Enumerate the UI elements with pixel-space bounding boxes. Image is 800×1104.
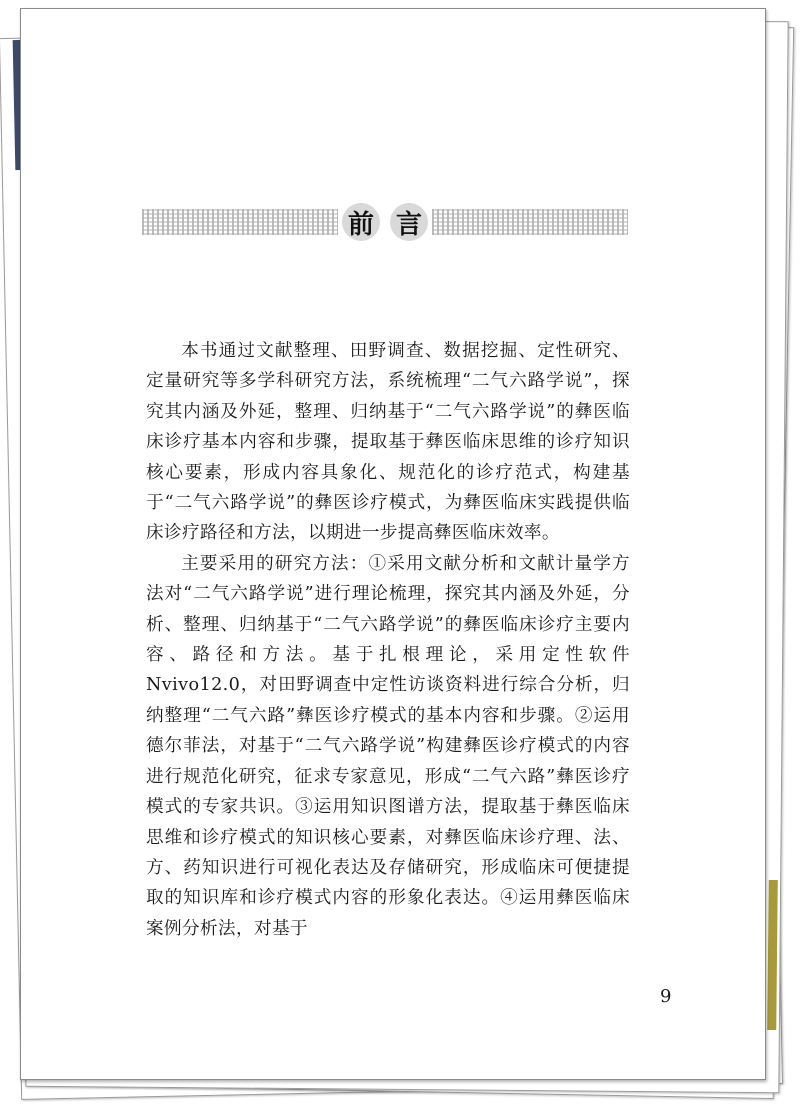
olive-page-edge (767, 880, 778, 1030)
decorative-pattern-right (432, 209, 628, 235)
decorative-pattern-left (142, 209, 338, 235)
chapter-header (142, 200, 628, 244)
paragraph: 本书通过文献整理、田野调查、数据挖掘、定性研究、定量研究等多学科研究方法，系统梳理“二气六路学说”，探究其内涵及外延，整理、归纳基于“二气六路学说”的彝医临床诊疗基本内容和步骤，提取基于彝医临床思维的诊疗知识核心要素，形成内容具象化、规范化的诊疗范式，构建基于“二气六路学说”的彝医诊疗模式，为彝医临床实践提供临床诊疗路径和方法，以期进一步提高彝医临床效率。 (146, 341, 630, 544)
preface-body (146, 336, 630, 944)
title-char: 言 (395, 209, 422, 240)
title-char-circle (390, 203, 428, 241)
title-char: 前 (347, 209, 374, 240)
title-char-circle (342, 203, 380, 241)
paragraph: 主要采用的研究方法：①采用文献分析和文献计量学方法对“二气六路学说”进行理论梳理，探究其内涵及外延，分析、整理、归纳基于“二气六路学说”的彝医临床诊疗主要内容、路径和方法。基于扎根理论，采用定性软件 Nvivo12.0，对田野调查中定性访谈资料进行综合分析，归纳整理“二气六路”彝医诊疗模式的基本内容和步骤。②运用德尔菲法，对基于“二气六路学说”构建彝医诊疗模式的内容进行规范化研究，征求专家意见，形成“二气六路”彝医诊疗模式的专家共识。③运用知识图谱方法，提取基于彝医临床思维和诊疗模式的知识核心要素，对彝医临床诊疗理、法、方、药知识进行可视化表达及存储研究，形成临床可便捷提取的知识库和诊疗模式内容的形象化表达。④运用彝医临床案例分析法，对基于 (146, 553, 630, 939)
page-number: 9 (660, 986, 672, 1007)
